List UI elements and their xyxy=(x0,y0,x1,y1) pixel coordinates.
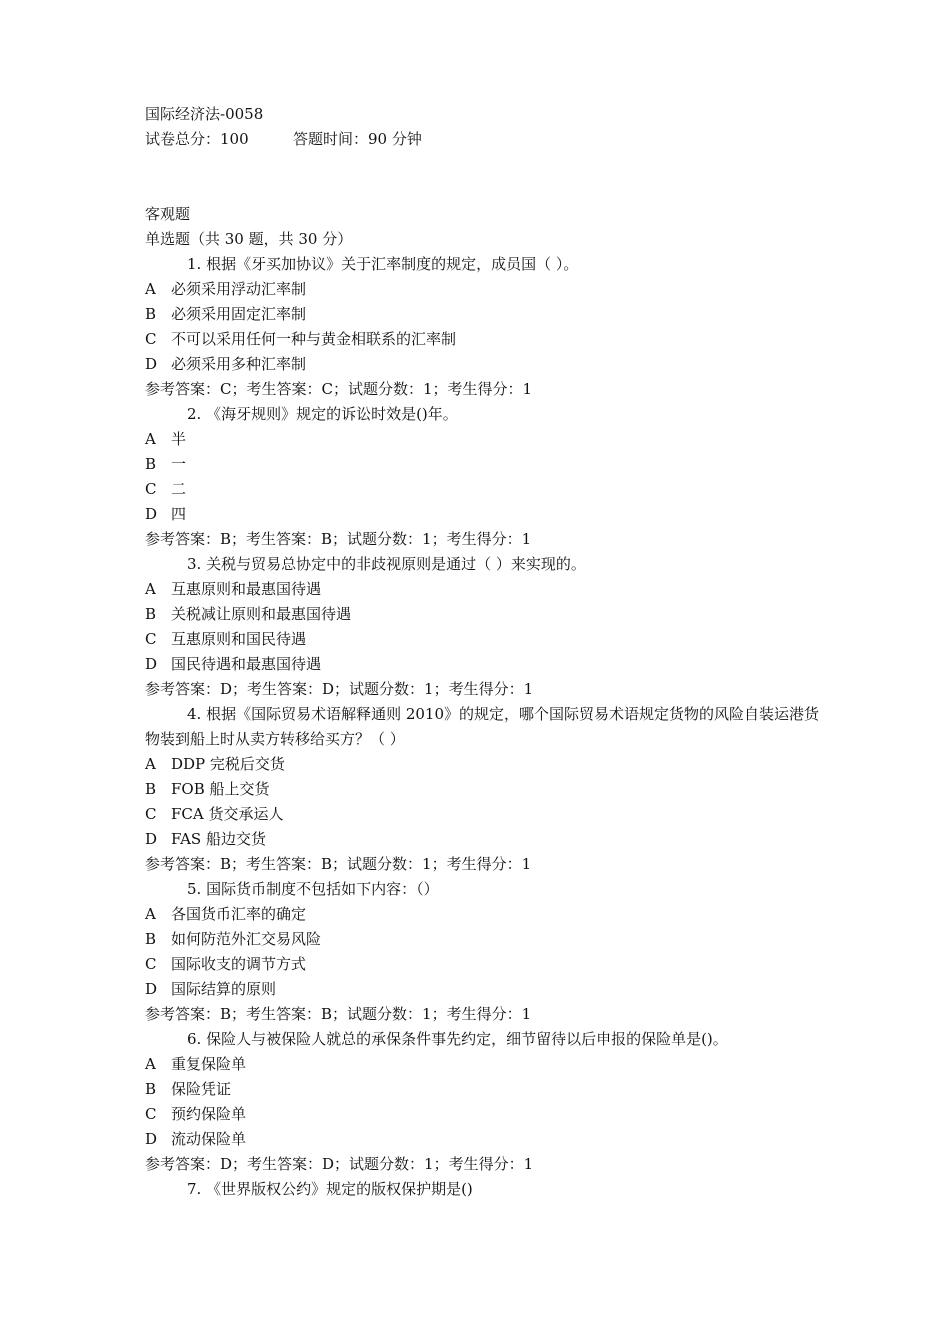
option-letter: A xyxy=(145,430,156,448)
option-text: 预约保险单 xyxy=(171,1105,247,1123)
option-text: 保险凭证 xyxy=(171,1080,232,1098)
question-block xyxy=(145,877,825,1027)
answer-option xyxy=(145,577,825,602)
answer-option xyxy=(145,627,825,652)
answer-option xyxy=(145,452,825,477)
answer-option xyxy=(145,302,825,327)
option-text: 流动保险单 xyxy=(171,1130,247,1148)
option-letter: B xyxy=(145,1080,157,1098)
option-letter: A xyxy=(145,755,156,773)
option-text: 国民待遇和最惠国待遇 xyxy=(171,655,322,673)
option-text: 各国货币汇率的确定 xyxy=(171,905,307,923)
section-title: 客观题 xyxy=(145,205,191,223)
question-block xyxy=(145,1027,825,1177)
option-letter: D xyxy=(145,830,158,848)
option-text: 国际结算的原则 xyxy=(171,980,277,998)
option-text: 互惠原则和国民待遇 xyxy=(171,630,307,648)
answer-option xyxy=(145,802,825,827)
exam-time: 答题时间：90 分钟 xyxy=(293,130,422,148)
answer-option xyxy=(145,277,825,302)
option-text: 一 xyxy=(171,455,187,473)
answer-option xyxy=(145,952,825,977)
option-letter: D xyxy=(145,1130,158,1148)
answer-option xyxy=(145,902,825,927)
answer-option xyxy=(145,427,825,452)
option-letter: D xyxy=(145,980,158,998)
option-letter: C xyxy=(145,805,157,823)
option-letter: B xyxy=(145,455,157,473)
option-letter: C xyxy=(145,1105,157,1123)
question-block xyxy=(145,1177,825,1202)
answer-option xyxy=(145,502,825,527)
answer-option xyxy=(145,752,825,777)
option-letter: A xyxy=(145,280,156,298)
option-text: 国际收支的调节方式 xyxy=(171,955,307,973)
option-text: 二 xyxy=(171,480,187,498)
total-score: 试卷总分：100 xyxy=(145,130,249,148)
question-stem: 5. 国际货币制度不包括如下内容：（） xyxy=(187,880,439,898)
question-stem: 4. 根据《国际贸易术语解释通则 2010》的规定，哪个国际贸易术语规定货物的风险自装运港货物装到船上时从卖方转移给买方？（ ） xyxy=(145,705,820,748)
answer-option xyxy=(145,1052,825,1077)
option-text: 关税减让原则和最惠国待遇 xyxy=(171,605,352,623)
option-text: 必须采用浮动汇率制 xyxy=(171,280,307,298)
option-text: 必须采用固定汇率制 xyxy=(171,305,307,323)
option-text: 互惠原则和最惠国待遇 xyxy=(171,580,322,598)
option-text: FAS 船边交货 xyxy=(171,830,266,848)
subsection-title: 单选题（共 30 题，共 30 分） xyxy=(145,230,353,248)
answer-option xyxy=(145,1102,825,1127)
question-stem: 6. 保险人与被保险人就总的承保条件事先约定，细节留待以后申报的保险单是()。 xyxy=(187,1030,728,1048)
answer-summary: 参考答案：B；考生答案：B；试题分数：1；考生得分：1 xyxy=(145,855,532,873)
option-letter: A xyxy=(145,1055,156,1073)
question-block xyxy=(145,402,825,552)
question-block xyxy=(145,252,825,402)
option-text: DDP 完税后交货 xyxy=(171,755,285,773)
option-letter: C xyxy=(145,480,157,498)
option-letter: A xyxy=(145,580,156,598)
option-text: 四 xyxy=(171,505,187,523)
question-block xyxy=(145,702,825,877)
option-letter: C xyxy=(145,955,157,973)
answer-option xyxy=(145,327,825,352)
option-text: FCA 货交承运人 xyxy=(171,805,284,823)
answer-option xyxy=(145,352,825,377)
exam-title: 国际经济法-0058 xyxy=(145,105,264,123)
option-letter: A xyxy=(145,905,156,923)
option-letter: C xyxy=(145,330,157,348)
answer-option xyxy=(145,602,825,627)
answer-option xyxy=(145,777,825,802)
option-letter: D xyxy=(145,505,158,523)
option-text: 如何防范外汇交易风险 xyxy=(171,930,322,948)
answer-option xyxy=(145,977,825,1002)
question-stem: 1. 根据《牙买加协议》关于汇率制度的规定，成员国（ ）。 xyxy=(187,255,579,273)
option-text: 必须采用多种汇率制 xyxy=(171,355,307,373)
question-stem: 3. 关税与贸易总协定中的非歧视原则是通过（ ）来实现的。 xyxy=(187,555,586,573)
answer-summary: 参考答案：D；考生答案：D；试题分数：1；考生得分：1 xyxy=(145,680,534,698)
answer-option xyxy=(145,652,825,677)
option-text: FOB 船上交货 xyxy=(171,780,270,798)
question-stem: 7. 《世界版权公约》规定的版权保护期是() xyxy=(187,1180,473,1198)
question-stem: 2. 《海牙规则》规定的诉讼时效是()年。 xyxy=(187,405,458,423)
answer-summary: 参考答案：B；考生答案：B；试题分数：1；考生得分：1 xyxy=(145,1005,532,1023)
option-text: 半 xyxy=(171,430,187,448)
answer-summary: 参考答案：D；考生答案：D；试题分数：1；考生得分：1 xyxy=(145,1155,534,1173)
question-block xyxy=(145,552,825,702)
option-letter: B xyxy=(145,780,157,798)
exam-meta xyxy=(145,127,825,152)
answer-option xyxy=(145,827,825,852)
option-letter: B xyxy=(145,605,157,623)
answer-option xyxy=(145,1127,825,1152)
option-text: 重复保险单 xyxy=(171,1055,247,1073)
answer-summary: 参考答案：C；考生答案：C；试题分数：1；考生得分：1 xyxy=(145,380,533,398)
answer-option xyxy=(145,927,825,952)
option-letter: B xyxy=(145,305,157,323)
question-list xyxy=(145,252,825,1202)
option-text: 不可以采用任何一种与黄金相联系的汇率制 xyxy=(171,330,457,348)
answer-summary: 参考答案：B；考生答案：B；试题分数：1；考生得分：1 xyxy=(145,530,532,548)
option-letter: C xyxy=(145,630,157,648)
option-letter: B xyxy=(145,930,157,948)
exam-page xyxy=(145,102,825,1202)
answer-option xyxy=(145,477,825,502)
option-letter: D xyxy=(145,355,158,373)
option-letter: D xyxy=(145,655,158,673)
answer-option xyxy=(145,1077,825,1102)
spacer xyxy=(145,152,825,202)
